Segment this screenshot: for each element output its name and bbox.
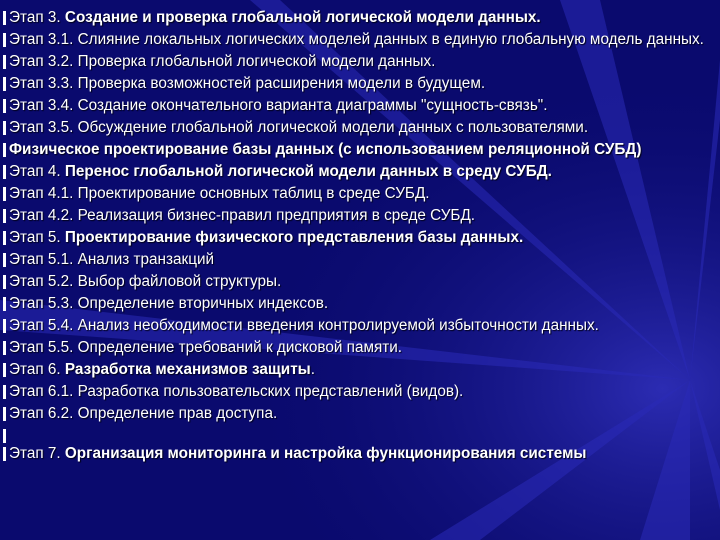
text-line: Этап 5.2. Выбор файловой структуры.	[3, 273, 707, 291]
text-line: Этап 6.1. Разработка пользовательских представлений (видов).	[3, 383, 707, 401]
text-line: Этап 4.2. Реализация бизнес-правил предприятия в среде СУБД.	[3, 207, 707, 225]
text-line: Этап 4.1. Проектирование основных таблиц в среде СУБД.	[3, 185, 707, 203]
text-line: Этап 3.2. Проверка глобальной логической модели данных.	[3, 53, 707, 71]
text-line: Этап 3.4. Создание окончательного варианта диаграммы "сущность-связь".	[3, 97, 707, 115]
empty-line	[3, 427, 707, 441]
text-line: Этап 5.3. Определение вторичных индексов.	[3, 295, 707, 313]
text-line: Этап 3.3. Проверка возможностей расширения модели в будущем.	[3, 75, 707, 93]
slide-text	[3, 9, 707, 467]
text-line: Этап 5.5. Определение требований к дисковой памяти.	[3, 339, 707, 357]
text-line: Этап 4. Перенос глобальной логической модели данных в среду СУБД.	[3, 163, 707, 181]
text-line: Этап 5.4. Анализ необходимости введения контролируемой избыточности данных.	[3, 317, 707, 335]
text-line: Этап 6.2. Определение прав доступа.	[3, 405, 707, 423]
text-line: Этап 3. Создание и проверка глобальной логической модели данных.	[3, 9, 707, 27]
text-line: Этап 3.1. Слияние локальных логических моделей данных в единую глобальную модель данных.	[3, 31, 707, 49]
text-line: Этап 7. Организация мониторинга и настройка функционирования системы	[3, 445, 707, 463]
section-heading: Физическое проектирование базы данных (с использованием реляционной СУБД)	[3, 141, 707, 159]
text-line: Этап 6. Разработка механизмов защиты.	[3, 361, 707, 379]
text-line: Этап 5. Проектирование физического представления базы данных.	[3, 229, 707, 247]
text-line: Этап 5.1. Анализ транзакций	[3, 251, 707, 269]
text-line: Этап 3.5. Обсуждение глобальной логической модели данных с пользователями.	[3, 119, 707, 137]
